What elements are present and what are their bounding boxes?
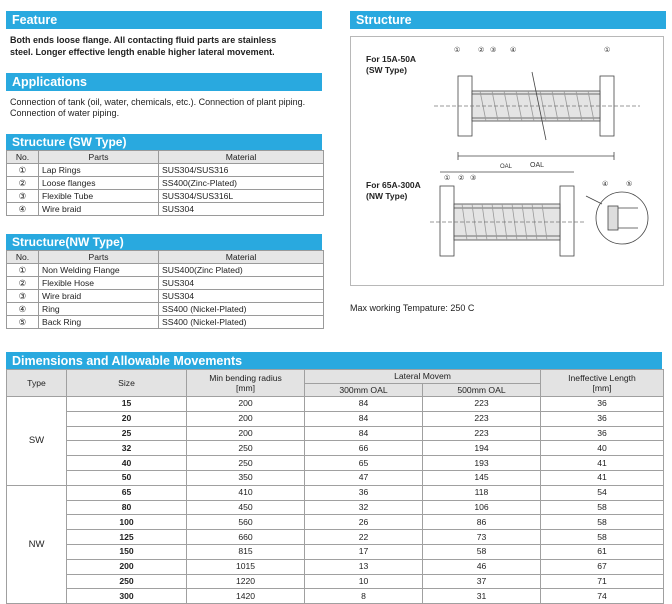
- table-row: [7, 203, 324, 216]
- type-sw: SW: [7, 397, 67, 486]
- part-name: Wire braid: [39, 290, 159, 303]
- part-material: SUS304: [159, 290, 324, 303]
- callout-4: ④: [510, 46, 517, 54]
- bending-radius-cell: 1420: [187, 589, 305, 604]
- lateral-300-cell: 84: [305, 411, 423, 426]
- table-row: [7, 290, 324, 303]
- size-cell: 25: [67, 426, 187, 441]
- nw-parts-table: [6, 250, 324, 329]
- lateral-300-cell: 66: [305, 441, 423, 456]
- table-row: [7, 164, 324, 177]
- dimensions-header: Dimensions and Allowable Movements: [6, 352, 662, 370]
- bending-radius-cell: 560: [187, 515, 305, 530]
- structure-drawing: [350, 36, 662, 284]
- col-parts: Parts: [39, 251, 159, 264]
- ineffective-length-cell: 36: [541, 397, 664, 412]
- table-row: [7, 470, 664, 485]
- part-no: ③: [7, 290, 39, 303]
- table-row: [7, 264, 324, 277]
- structure-header: Structure: [350, 11, 666, 29]
- lateral-500-cell: 118: [423, 485, 541, 500]
- ineffective-length-cell: 54: [541, 485, 664, 500]
- lateral-500-cell: 223: [423, 397, 541, 412]
- col-lateral-movement: Lateral Movem: [305, 370, 541, 384]
- col-bending-radius: [187, 370, 305, 397]
- table-row: [7, 426, 664, 441]
- table-header-row: [7, 151, 324, 164]
- table-row: [7, 277, 324, 290]
- table-header-row: [7, 370, 664, 384]
- size-cell: 50: [67, 470, 187, 485]
- nw-rows: [7, 485, 664, 603]
- bending-radius-unit: [mm]: [235, 383, 256, 393]
- table-row: [7, 515, 664, 530]
- bending-radius-cell: 250: [187, 456, 305, 471]
- sw-oal-label: OAL: [530, 162, 545, 169]
- part-name: Lap Rings: [39, 164, 159, 177]
- feature-text-line1: Both ends loose flange. All contacting fluid parts are stainless: [10, 35, 277, 45]
- bending-radius-cell: 410: [187, 485, 305, 500]
- table-row: [7, 574, 664, 589]
- lateral-300-cell: 8: [305, 589, 423, 604]
- lateral-300-cell: 84: [305, 426, 423, 441]
- lateral-300-cell: 84: [305, 397, 423, 412]
- col-500mm-oal: 500mm OAL: [423, 383, 541, 397]
- bending-radius-cell: 200: [187, 411, 305, 426]
- col-parts: Parts: [39, 151, 159, 164]
- lateral-500-cell: 223: [423, 411, 541, 426]
- size-cell: 250: [67, 574, 187, 589]
- part-no: ④: [7, 203, 39, 216]
- ineffective-length-cell: 67: [541, 559, 664, 574]
- ineffective-length-cell: 36: [541, 426, 664, 441]
- part-material: SS400(Zinc-Plated): [159, 177, 324, 190]
- table-row: [7, 530, 664, 545]
- lateral-500-cell: 223: [423, 426, 541, 441]
- callout-2: ②: [458, 174, 465, 182]
- table-row: [7, 303, 324, 316]
- sw-type-label: For 15A-50A: [366, 54, 417, 64]
- ineffective-length-cell: 71: [541, 574, 664, 589]
- sw-type-label-2: (SW Type): [366, 65, 407, 75]
- part-name: Back Ring: [39, 316, 159, 329]
- callout-3: ③: [470, 174, 477, 182]
- table-header-row: [7, 251, 324, 264]
- lateral-300-cell: 10: [305, 574, 423, 589]
- ineffective-length-cell: 36: [541, 411, 664, 426]
- size-cell: 200: [67, 559, 187, 574]
- lateral-500-cell: 58: [423, 544, 541, 559]
- bending-radius-cell: 450: [187, 500, 305, 515]
- ineffective-length-cell: 41: [541, 470, 664, 485]
- size-cell: 20: [67, 411, 187, 426]
- part-no: ⑤: [7, 316, 39, 329]
- col-ineffective-length: [541, 370, 664, 397]
- size-cell: 65: [67, 485, 187, 500]
- bending-radius-cell: 250: [187, 441, 305, 456]
- lateral-300-cell: 22: [305, 530, 423, 545]
- col-size: Size: [67, 370, 187, 397]
- bending-radius-cell: 1015: [187, 559, 305, 574]
- lateral-300-cell: 36: [305, 485, 423, 500]
- sw-callouts: [454, 46, 610, 54]
- part-material: SUS304/SUS316L: [159, 190, 324, 203]
- table-row: [7, 411, 664, 426]
- lateral-500-cell: 37: [423, 574, 541, 589]
- applications-header: Applications: [6, 73, 322, 91]
- table-row: [7, 190, 324, 203]
- part-no: ④: [7, 303, 39, 316]
- col-material: Material: [159, 251, 324, 264]
- bending-radius-cell: 200: [187, 397, 305, 412]
- part-no: ②: [7, 277, 39, 290]
- size-cell: 15: [67, 397, 187, 412]
- part-material: SUS304/SUS316: [159, 164, 324, 177]
- lateral-300-cell: 47: [305, 470, 423, 485]
- ineffective-length-cell: 58: [541, 530, 664, 545]
- sw-rows: [7, 397, 664, 486]
- table-row: [7, 485, 664, 500]
- part-name: Loose flanges: [39, 177, 159, 190]
- ineffective-length-unit: [mm]: [592, 383, 612, 393]
- table-row: [7, 559, 664, 574]
- col-material: Material: [159, 151, 324, 164]
- part-name: Non Welding Flange: [39, 264, 159, 277]
- table-row: [7, 177, 324, 190]
- size-cell: 125: [67, 530, 187, 545]
- part-material: SUS304: [159, 203, 324, 216]
- part-name: Ring: [39, 303, 159, 316]
- bending-radius-cell: 660: [187, 530, 305, 545]
- sw-structure-header: Structure (SW Type): [6, 134, 322, 150]
- table-row: [7, 544, 664, 559]
- size-cell: 80: [67, 500, 187, 515]
- lateral-500-cell: 31: [423, 589, 541, 604]
- callout-1-right: ①: [604, 46, 611, 54]
- lateral-300-cell: 17: [305, 544, 423, 559]
- ineffective-length-label: Ineffective Length: [568, 373, 636, 383]
- callout-5: ⑤: [626, 180, 633, 188]
- lateral-300-cell: 13: [305, 559, 423, 574]
- part-no: ①: [7, 264, 39, 277]
- bending-radius-cell: 350: [187, 470, 305, 485]
- lateral-300-cell: 26: [305, 515, 423, 530]
- col-no: No.: [7, 151, 39, 164]
- part-no: ②: [7, 177, 39, 190]
- table-row: [7, 589, 664, 604]
- lateral-500-cell: 194: [423, 441, 541, 456]
- part-name: Flexible Tube: [39, 190, 159, 203]
- table-row: [7, 441, 664, 456]
- size-cell: 150: [67, 544, 187, 559]
- applications-text-line2: Connection of water piping.: [10, 108, 120, 118]
- callout-4: ④: [602, 180, 609, 188]
- dimensions-table: [6, 369, 664, 604]
- bending-radius-label: Min bending radius: [209, 373, 282, 383]
- table-row: [7, 397, 664, 412]
- part-name: Flexible Hose: [39, 277, 159, 290]
- type-nw: NW: [7, 485, 67, 603]
- nw-callouts: [444, 174, 632, 188]
- col-300mm-oal: 300mm OAL: [305, 383, 423, 397]
- nw-type-label: For 65A-300A: [366, 180, 421, 190]
- part-material: SUS304: [159, 277, 324, 290]
- callout-3: ③: [490, 46, 497, 54]
- callout-1: ①: [454, 46, 461, 54]
- sw-hose-drawing: [434, 72, 640, 160]
- ineffective-length-cell: 58: [541, 515, 664, 530]
- feature-header: Feature: [6, 11, 322, 29]
- callout-1: ①: [444, 174, 451, 182]
- col-no: No.: [7, 251, 39, 264]
- applications-text-line1: Connection of tank (oil, water, chemicals, etc.). Connection of plant piping.: [10, 97, 306, 107]
- part-no: ③: [7, 190, 39, 203]
- lateral-300-cell: 65: [305, 456, 423, 471]
- lateral-500-cell: 86: [423, 515, 541, 530]
- col-type: Type: [7, 370, 67, 397]
- bending-radius-cell: 1220: [187, 574, 305, 589]
- callout-2: ②: [478, 46, 485, 54]
- bending-radius-cell: 200: [187, 426, 305, 441]
- part-name: Wire braid: [39, 203, 159, 216]
- ineffective-length-cell: 58: [541, 500, 664, 515]
- bending-radius-cell: 815: [187, 544, 305, 559]
- lateral-300-cell: 32: [305, 500, 423, 515]
- lateral-500-cell: 73: [423, 530, 541, 545]
- nw-hose-drawing: [430, 172, 648, 256]
- nw-oal-label: OAL: [500, 164, 513, 170]
- size-cell: 100: [67, 515, 187, 530]
- ineffective-length-cell: 61: [541, 544, 664, 559]
- nw-type-label-2: (NW Type): [366, 191, 408, 201]
- lateral-500-cell: 46: [423, 559, 541, 574]
- ineffective-length-cell: 74: [541, 589, 664, 604]
- max-temperature-note: Max working Tempature: 250 C: [350, 303, 475, 313]
- ineffective-length-cell: 41: [541, 456, 664, 471]
- table-row: [7, 500, 664, 515]
- table-row: [7, 316, 324, 329]
- size-cell: 32: [67, 441, 187, 456]
- size-cell: 40: [67, 456, 187, 471]
- sw-parts-table: [6, 150, 324, 216]
- table-row: [7, 456, 664, 471]
- feature-text-line2: steel. Longer effective length enable higher lateral movement.: [10, 47, 275, 57]
- nw-structure-header: Structure(NW Type): [6, 234, 322, 250]
- lateral-500-cell: 193: [423, 456, 541, 471]
- part-no: ①: [7, 164, 39, 177]
- part-material: SUS400(Zinc Plated): [159, 264, 324, 277]
- ineffective-length-cell: 40: [541, 441, 664, 456]
- part-material: SS400 (Nickel-Plated): [159, 316, 324, 329]
- part-material: SS400 (Nickel-Plated): [159, 303, 324, 316]
- lateral-500-cell: 106: [423, 500, 541, 515]
- size-cell: 300: [67, 589, 187, 604]
- lateral-500-cell: 145: [423, 470, 541, 485]
